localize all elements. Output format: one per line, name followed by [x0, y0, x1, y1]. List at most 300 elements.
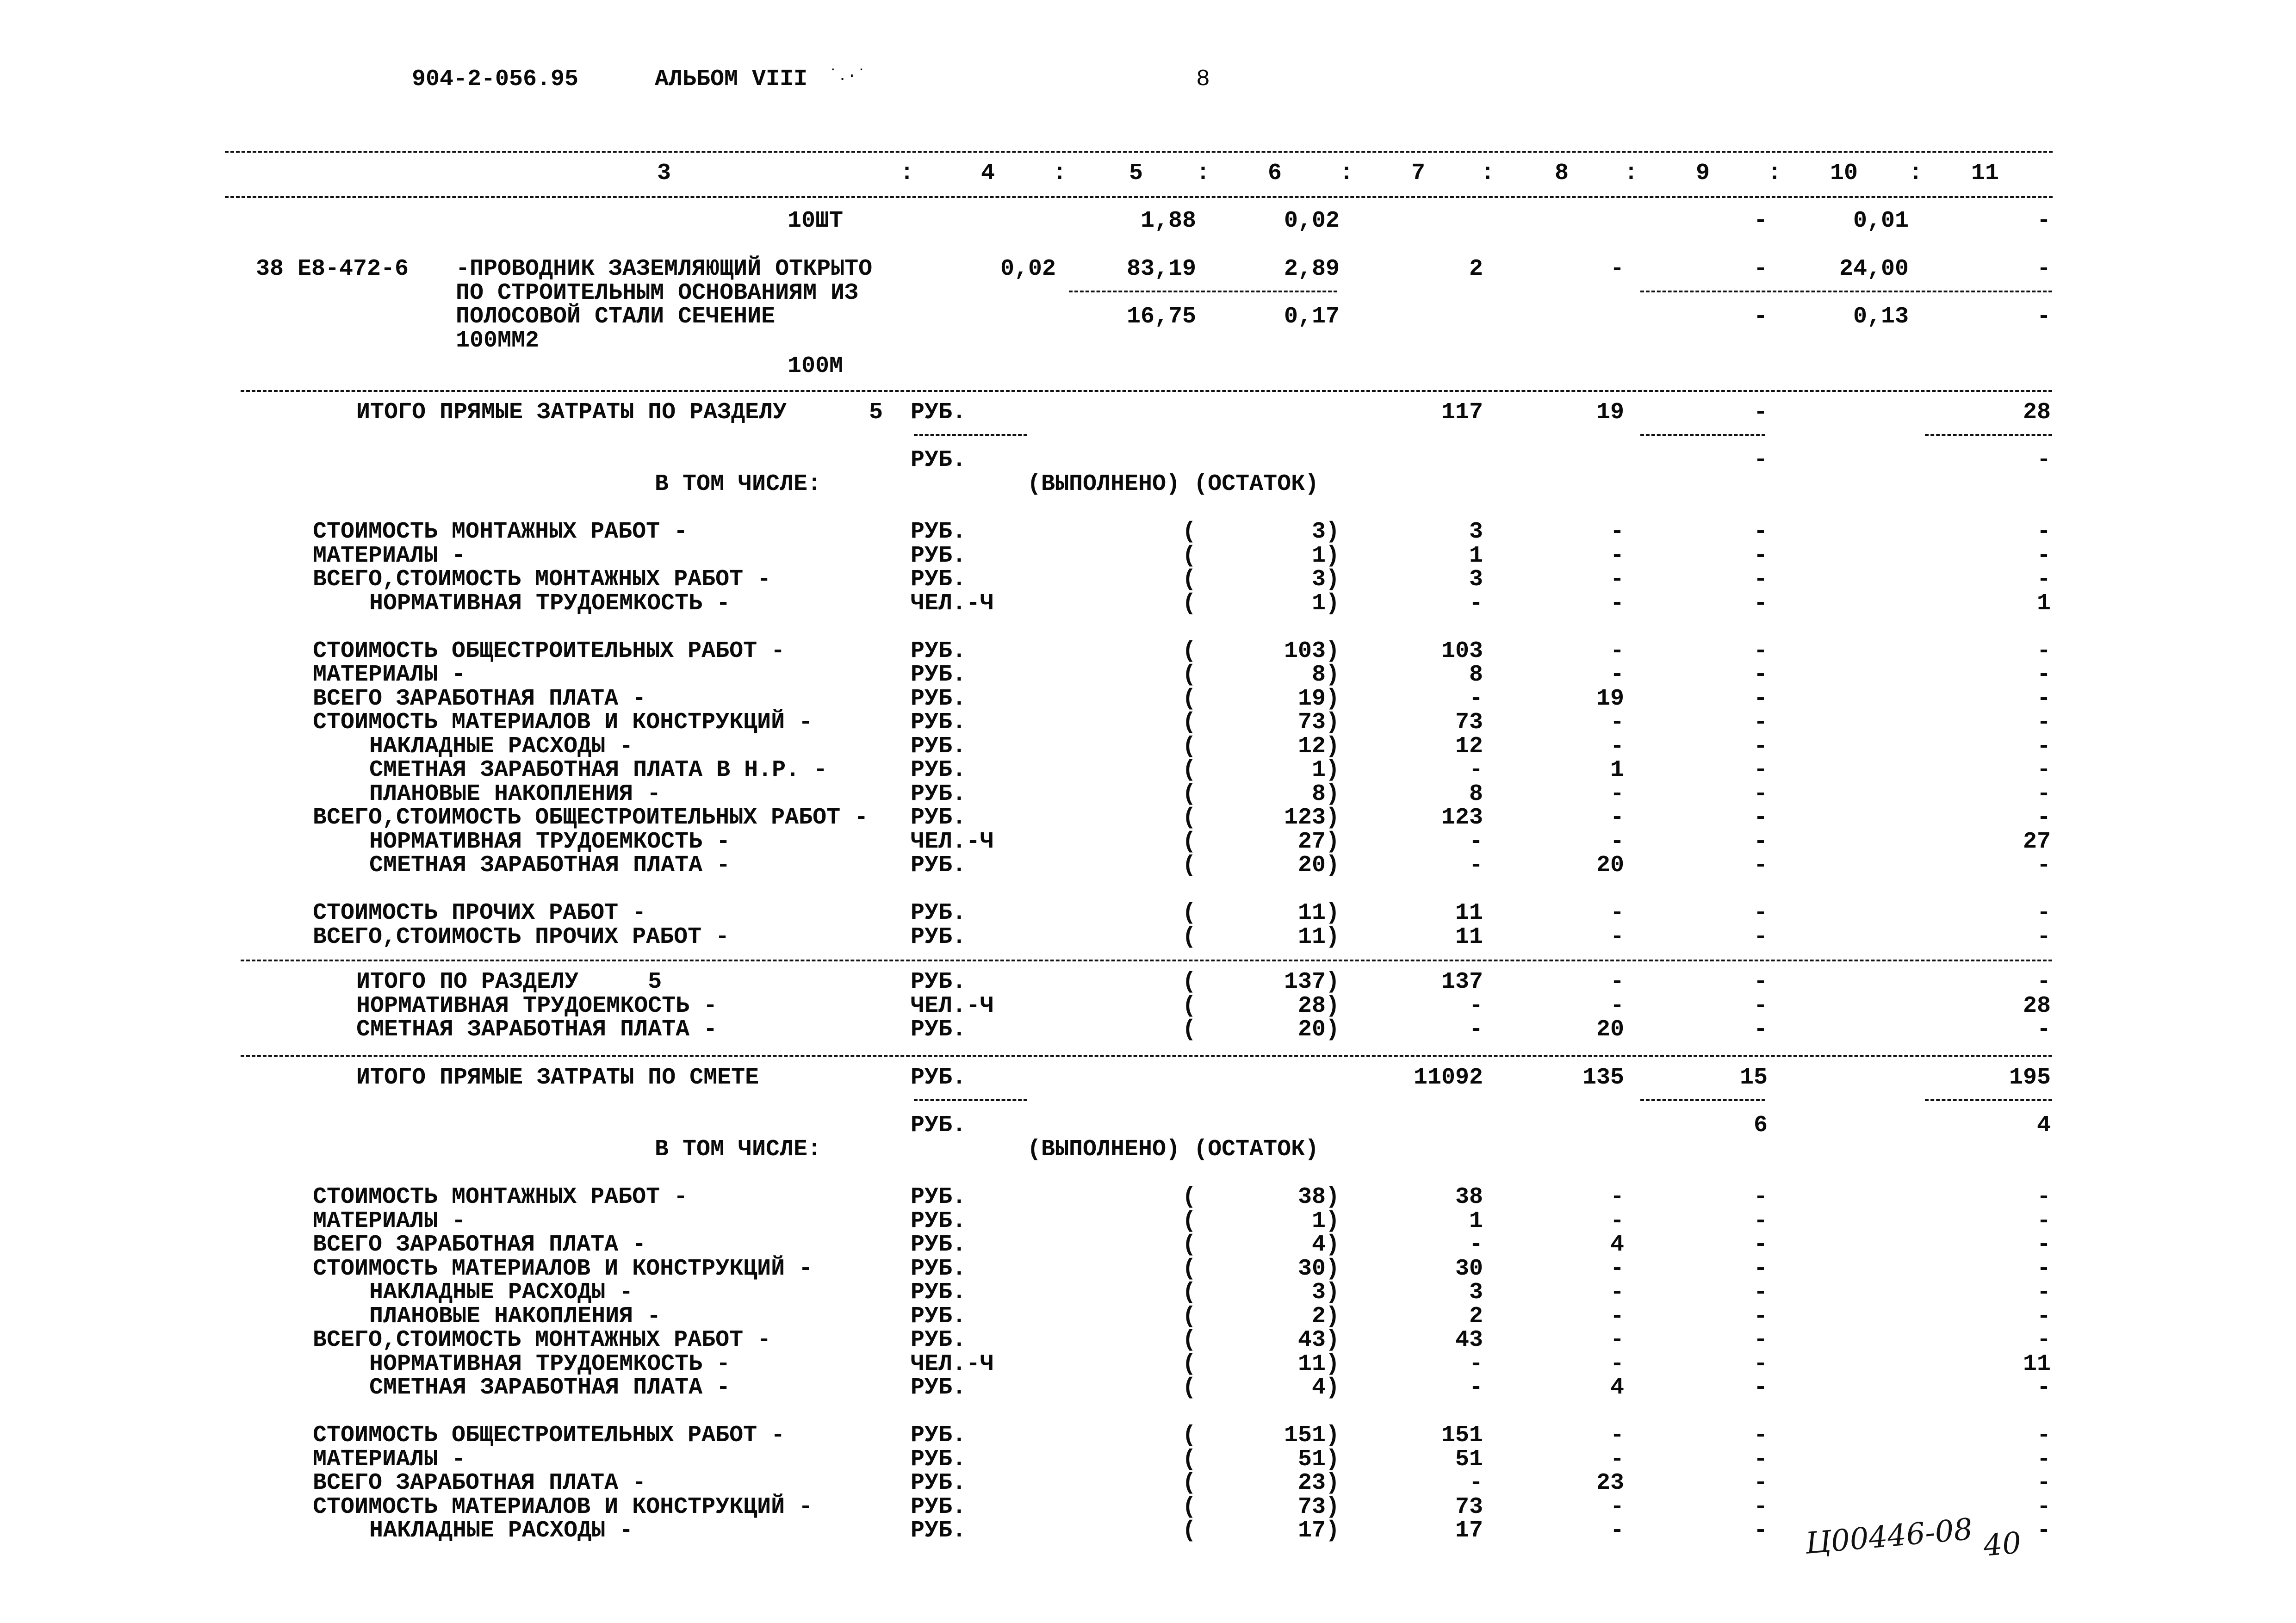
section-row-col11: -: [2036, 733, 2051, 760]
section-row-col9: -: [1753, 662, 1768, 688]
estimate-row-col11: -: [2036, 1303, 2051, 1330]
section-row-label: ВСЕГО ЗАРАБОТНАЯ ПЛАТА -: [313, 685, 646, 712]
estimate-row-col9: -: [1753, 1446, 1768, 1473]
section-row-done-value: 123): [1284, 805, 1340, 831]
estimate-row-paren-open: (: [1182, 1327, 1197, 1353]
estimate-row-paren-open: (: [1182, 1518, 1197, 1544]
estimate-row-col11: -: [2036, 1255, 2051, 1282]
section-row-label: ВСЕГО,СТОИМОСТЬ ОБЩЕСТРОИТЕЛЬНЫХ РАБОТ -: [313, 805, 869, 831]
section-total-row-paren-open: (: [1182, 1016, 1197, 1043]
section-row-col9: -: [1753, 805, 1768, 831]
estimate-row-paren-open: (: [1182, 1303, 1197, 1330]
section-total-col8: 19: [1596, 399, 1624, 426]
item-subrule: [1640, 291, 2052, 292]
section-total-section-number: 5: [869, 399, 883, 426]
section-row-col11: -: [2036, 542, 2051, 569]
item-col9: -: [1753, 256, 1768, 282]
estimate-row-done-value: 38): [1297, 1184, 1340, 1210]
section-row-col9: -: [1753, 781, 1768, 807]
section-total-row-col11: -: [2036, 969, 2051, 995]
estimate-row-done-value: 3): [1311, 1279, 1340, 1306]
estimate-row-col8: -: [1610, 1518, 1624, 1544]
estimate-total-underline: [914, 1099, 1027, 1101]
section-row-paren-open: (: [1182, 923, 1197, 950]
estimate-total-unit-2: РУБ.: [911, 1112, 967, 1139]
item-col7: 2: [1469, 256, 1483, 282]
section-row-col9: -: [1753, 638, 1768, 664]
section-row-col11: -: [2036, 638, 2051, 664]
section-row-unit: РУБ.: [911, 709, 967, 736]
section-row-unit: РУБ.: [911, 685, 967, 712]
item-name-line: 100ММ2: [456, 327, 540, 354]
section-row-col9: -: [1753, 852, 1768, 879]
estimate-row-unit: РУБ.: [911, 1518, 967, 1544]
estimate-row-col7: -: [1469, 1375, 1483, 1401]
estimate-row-done-value: 1): [1311, 1208, 1340, 1234]
section-row-label: ВСЕГО,СТОИМОСТЬ ПРОЧИХ РАБОТ -: [313, 923, 730, 950]
estimate-row-col7: 17: [1455, 1518, 1483, 1544]
section-total-row-paren-open: (: [1182, 992, 1197, 1019]
estimate-row-done-value: 17): [1297, 1518, 1340, 1544]
section-row-col7: -: [1469, 852, 1483, 879]
estimate-row-col8: -: [1610, 1184, 1624, 1210]
estimate-row-label: НОРМАТИВНАЯ ТРУДОЕМКОСТЬ -: [369, 1350, 731, 1377]
section-row-label: НОРМАТИВНАЯ ТРУДОЕМКОСТЬ -: [369, 590, 731, 617]
section-total-row-unit: РУБ.: [911, 969, 967, 995]
estimate-row-done-value: 23): [1297, 1470, 1340, 1496]
section-row-col8: 20: [1596, 852, 1624, 879]
column-separator: :: [1909, 160, 1923, 186]
section-row-label: ВСЕГО,СТОИМОСТЬ МОНТАЖНЫХ РАБОТ -: [313, 566, 771, 593]
estimate-total-col9b: 6: [1753, 1112, 1768, 1139]
section-row-paren-open: (: [1182, 519, 1197, 545]
estimate-total-col9: 15: [1739, 1065, 1768, 1091]
section-row-label: МАТЕРИАЛЫ -: [313, 662, 466, 688]
continuation-col11: -: [2036, 208, 2051, 234]
estimate-row-unit: РУБ.: [911, 1208, 967, 1234]
estimate-row-col11: 11: [2023, 1350, 2051, 1377]
section-divider: [241, 390, 2052, 392]
section-row-paren-open: (: [1182, 542, 1197, 569]
estimate-row-col11: -: [2036, 1327, 2051, 1353]
section-row-unit: РУБ.: [911, 805, 967, 831]
estimate-row-col7: 38: [1455, 1184, 1483, 1210]
section-total-col7: 117: [1441, 399, 1483, 426]
section-row-label: СМЕТНАЯ ЗАРАБОТНАЯ ПЛАТА В Н.Р. -: [369, 757, 828, 783]
section-row-label: СМЕТНАЯ ЗАРАБОТНАЯ ПЛАТА -: [369, 852, 731, 879]
estimate-row-done-value: 30): [1297, 1255, 1340, 1282]
estimate-row-col11: -: [2036, 1208, 2051, 1234]
estimate-row-label: СМЕТНАЯ ЗАРАБОТНАЯ ПЛАТА -: [369, 1375, 731, 1401]
section-total-underline: [1640, 434, 1765, 436]
estimate-row-label: СТОИМОСТЬ МАТЕРИАЛОВ И КОНСТРУКЦИЙ -: [313, 1493, 813, 1520]
section-row-paren-open: (: [1182, 566, 1197, 593]
column-separator: :: [900, 160, 914, 186]
section-row-col9: -: [1753, 923, 1768, 950]
column-separator: :: [1196, 160, 1210, 186]
estimate-row-col11: -: [2036, 1470, 2051, 1496]
section-total-row-col7: -: [1469, 992, 1483, 1019]
header-bottom-rule: [225, 196, 2053, 198]
estimate-row-paren-open: (: [1182, 1279, 1197, 1306]
estimate-row-col8: 4: [1610, 1232, 1624, 1258]
section-row-col8: -: [1610, 828, 1624, 855]
estimate-total-done-rest-label: (ВЫПОЛНЕНО) (ОСТАТОК): [1027, 1136, 1319, 1163]
column-separator: :: [1481, 160, 1495, 186]
section-row-col7: 3: [1469, 519, 1483, 545]
estimate-row-col9: -: [1753, 1255, 1768, 1282]
item-unit: 100М: [788, 353, 844, 379]
section-row-col11: 1: [2036, 590, 2051, 617]
column-number-8: 8: [1554, 160, 1569, 186]
section-row-col7: 123: [1441, 805, 1483, 831]
estimate-row-col11: -: [2036, 1518, 2051, 1544]
estimate-row-unit: РУБ.: [911, 1184, 967, 1210]
continuation-col5: 1,88: [1140, 208, 1196, 234]
section-total-row-col9: -: [1753, 992, 1768, 1019]
estimate-row-label: НАКЛАДНЫЕ РАСХОДЫ -: [369, 1518, 633, 1544]
section-row-col7: -: [1469, 590, 1483, 617]
estimate-row-unit: РУБ.: [911, 1232, 967, 1258]
section-total-col9b: -: [1753, 447, 1768, 473]
column-number-6: 6: [1267, 160, 1282, 186]
estimate-total-col11b: 4: [2036, 1112, 2051, 1139]
section-row-col8: -: [1610, 805, 1624, 831]
estimate-row-col8: -: [1610, 1493, 1624, 1520]
handwritten-code: Ц00446-08: [1804, 1512, 1974, 1561]
section-row-unit: РУБ.: [911, 923, 967, 950]
section-row-col9: -: [1753, 590, 1768, 617]
estimate-row-col8: 4: [1610, 1375, 1624, 1401]
section-row-done-value: 8): [1311, 662, 1340, 688]
section-total-rule: [241, 960, 2052, 961]
estimate-row-col7: 3: [1469, 1279, 1483, 1306]
section-row-done-value: 1): [1311, 590, 1340, 617]
estimate-row-label: МАТЕРИАЛЫ -: [313, 1208, 466, 1234]
estimate-row-unit: РУБ.: [911, 1375, 967, 1401]
section-row-done-value: 3): [1311, 566, 1340, 593]
estimate-row-col9: -: [1753, 1375, 1768, 1401]
album-label: АЛЬБОМ VIII: [655, 66, 808, 93]
item-col8: -: [1610, 256, 1624, 282]
section-total-row-done-value: 20): [1297, 1016, 1340, 1043]
section-row-col11: -: [2036, 805, 2051, 831]
estimate-row-unit: РУБ.: [911, 1255, 967, 1282]
estimate-row-done-value: 11): [1297, 1350, 1340, 1377]
item-name-line: ПО СТРОИТЕЛЬНЫМ ОСНОВАНИЯМ ИЗ: [456, 279, 859, 306]
estimate-row-label: ВСЕГО,СТОИМОСТЬ МОНТАЖНЫХ РАБОТ -: [313, 1327, 771, 1353]
estimate-row-col9: -: [1753, 1493, 1768, 1520]
item-col9-wage: -: [1753, 304, 1768, 330]
item-col6-wage: 0,17: [1284, 304, 1340, 330]
section-total-row-col9: -: [1753, 1016, 1768, 1043]
estimate-row-col7: 2: [1469, 1303, 1483, 1330]
section-total-row-unit: ЧЕЛ.-Ч: [911, 992, 994, 1019]
estimate-row-label: СТОИМОСТЬ МАТЕРИАЛОВ И КОНСТРУКЦИЙ -: [313, 1255, 813, 1282]
section-row-col11: -: [2036, 757, 2051, 783]
section-row-unit: РУБ.: [911, 519, 967, 545]
section-row-col7: 11: [1455, 923, 1483, 950]
estimate-row-col8: -: [1610, 1303, 1624, 1330]
section-total-row-col8: -: [1610, 969, 1624, 995]
section-row-col8: -: [1610, 662, 1624, 688]
section-row-col8: -: [1610, 566, 1624, 593]
estimate-row-col8: -: [1610, 1208, 1624, 1234]
estimate-row-label: ВСЕГО ЗАРАБОТНАЯ ПЛАТА -: [313, 1232, 646, 1258]
item-col10-wage: 0,13: [1853, 304, 1909, 330]
estimate-row-paren-open: (: [1182, 1470, 1197, 1496]
estimate-row-unit: РУБ.: [911, 1470, 967, 1496]
column-number-5: 5: [1129, 160, 1143, 186]
column-separator: :: [1768, 160, 1782, 186]
estimate-row-paren-open: (: [1182, 1255, 1197, 1282]
section-row-label: СТОИМОСТЬ ПРОЧИХ РАБОТ -: [313, 900, 646, 926]
item-col6: 2,89: [1284, 256, 1340, 282]
section-row-unit: РУБ.: [911, 542, 967, 569]
item-quantity: 0,02: [1000, 256, 1056, 282]
estimate-row-paren-open: (: [1182, 1184, 1197, 1210]
section-row-paren-open: (: [1182, 638, 1197, 664]
estimate-row-label: СТОИМОСТЬ ОБЩЕСТРОИТЕЛЬНЫХ РАБОТ -: [313, 1422, 785, 1449]
section-row-done-value: 20): [1297, 852, 1340, 879]
estimate-row-col7: -: [1469, 1470, 1483, 1496]
section-row-label: СТОИМОСТЬ МОНТАЖНЫХ РАБОТ -: [313, 519, 688, 545]
section-total-unit-2: РУБ.: [911, 447, 967, 473]
continuation-col6: 0,02: [1284, 208, 1340, 234]
section-row-col11: -: [2036, 566, 2051, 593]
estimate-row-col11: -: [2036, 1493, 2051, 1520]
section-row-paren-open: (: [1182, 662, 1197, 688]
estimate-row-col7: -: [1469, 1232, 1483, 1258]
estimate-row-label: ПЛАНОВЫЕ НАКОПЛЕНИЯ -: [369, 1303, 661, 1330]
estimate-row-col9: -: [1753, 1350, 1768, 1377]
continuation-col9: -: [1753, 208, 1768, 234]
estimate-row-done-value: 51): [1297, 1446, 1340, 1473]
estimate-row-paren-open: (: [1182, 1375, 1197, 1401]
section-row-paren-open: (: [1182, 828, 1197, 855]
section-row-done-value: 103): [1284, 638, 1340, 664]
estimate-total-col7: 11092: [1413, 1065, 1483, 1091]
section-total-row-done-value: 28): [1297, 992, 1340, 1019]
section-row-col9: -: [1753, 757, 1768, 783]
section-row-paren-open: (: [1182, 757, 1197, 783]
estimate-row-unit: РУБ.: [911, 1446, 967, 1473]
estimate-row-col11: -: [2036, 1446, 2051, 1473]
section-row-col8: -: [1610, 709, 1624, 736]
estimate-row-paren-open: (: [1182, 1422, 1197, 1449]
estimate-total-underline: [1640, 1099, 1765, 1101]
section-row-done-value: 3): [1311, 519, 1340, 545]
section-row-col9: -: [1753, 709, 1768, 736]
section-total-row-col8: -: [1610, 992, 1624, 1019]
section-row-paren-open: (: [1182, 805, 1197, 831]
section-row-col7: -: [1469, 828, 1483, 855]
section-row-col9: -: [1753, 900, 1768, 926]
column-number-10: 10: [1830, 160, 1858, 186]
continuation-col10: 0,01: [1853, 208, 1909, 234]
section-row-done-value: 8): [1311, 781, 1340, 807]
section-row-col8: -: [1610, 590, 1624, 617]
section-row-done-value: 73): [1297, 709, 1340, 736]
section-total-row-label: СМЕТНАЯ ЗАРАБОТНАЯ ПЛАТА -: [356, 1016, 718, 1043]
section-row-done-value: 19): [1297, 685, 1340, 712]
column-number-9: 9: [1695, 160, 1710, 186]
estimate-row-unit: РУБ.: [911, 1493, 967, 1520]
item-col10: 24,00: [1839, 256, 1909, 282]
section-row-unit: РУБ.: [911, 733, 967, 760]
section-row-paren-open: (: [1182, 852, 1197, 879]
estimate-row-paren-open: (: [1182, 1350, 1197, 1377]
estimate-row-label: ВСЕГО ЗАРАБОТНАЯ ПЛАТА -: [313, 1470, 646, 1496]
section-row-col8: -: [1610, 781, 1624, 807]
section-row-col8: -: [1610, 923, 1624, 950]
estimate-row-col9: -: [1753, 1470, 1768, 1496]
section-row-unit: ЧЕЛ.-Ч: [911, 828, 994, 855]
estimate-total-including-label: В ТОМ ЧИСЛЕ:: [655, 1136, 822, 1163]
estimate-total-unit: РУБ.: [911, 1065, 967, 1091]
section-row-col9: -: [1753, 828, 1768, 855]
section-row-col8: -: [1610, 638, 1624, 664]
section-total-title: ИТОГО ПРЯМЫЕ ЗАТРАТЫ ПО РАЗДЕЛУ: [356, 399, 787, 426]
section-total-row-label: НОРМАТИВНАЯ ТРУДОЕМКОСТЬ -: [356, 992, 718, 1019]
section-row-col9: -: [1753, 542, 1768, 569]
section-row-label: НАКЛАДНЫЕ РАСХОДЫ -: [369, 733, 633, 760]
estimate-row-done-value: 151): [1284, 1422, 1340, 1449]
section-total-done-rest-label: (ВЫПОЛНЕНО) (ОСТАТОК): [1027, 471, 1319, 497]
section-row-col7: 1: [1469, 542, 1483, 569]
estimate-row-col8: -: [1610, 1255, 1624, 1282]
section-row-col7: -: [1469, 757, 1483, 783]
estimate-row-col7: 43: [1455, 1327, 1483, 1353]
column-number-4: 4: [980, 160, 995, 186]
estimate-row-col11: -: [2036, 1184, 2051, 1210]
section-row-unit: РУБ.: [911, 566, 967, 593]
section-row-paren-open: (: [1182, 781, 1197, 807]
estimate-row-col9: -: [1753, 1208, 1768, 1234]
section-row-col11: -: [2036, 923, 2051, 950]
section-row-unit: РУБ.: [911, 638, 967, 664]
column-number-7: 7: [1411, 160, 1425, 186]
section-row-done-value: 12): [1297, 733, 1340, 760]
estimate-row-done-value: 2): [1311, 1303, 1340, 1330]
estimate-row-unit: РУБ.: [911, 1279, 967, 1306]
section-row-col11: -: [2036, 662, 2051, 688]
estimate-row-label: СТОИМОСТЬ МОНТАЖНЫХ РАБОТ -: [313, 1184, 688, 1210]
section-row-unit: РУБ.: [911, 781, 967, 807]
section-total-row-paren-open: (: [1182, 969, 1197, 995]
item-col11-wage: -: [2036, 304, 2051, 330]
estimate-row-label: НАКЛАДНЫЕ РАСХОДЫ -: [369, 1279, 633, 1306]
section-row-done-value: 11): [1297, 900, 1340, 926]
section-row-col8: -: [1610, 733, 1624, 760]
section-total-row-col11: 28: [2023, 992, 2051, 1019]
estimate-row-col7: 51: [1455, 1446, 1483, 1473]
estimate-row-col8: -: [1610, 1446, 1624, 1473]
estimate-row-unit: РУБ.: [911, 1422, 967, 1449]
section-row-col7: 11: [1455, 900, 1483, 926]
estimate-row-col11: -: [2036, 1422, 2051, 1449]
item-col5: 83,19: [1126, 256, 1196, 282]
section-row-paren-open: (: [1182, 900, 1197, 926]
column-number-11: 11: [1971, 160, 1999, 186]
section-row-col8: 19: [1596, 685, 1624, 712]
estimate-row-paren-open: (: [1182, 1232, 1197, 1258]
section-row-unit: РУБ.: [911, 852, 967, 879]
section-total-col9: -: [1753, 399, 1768, 426]
section-row-unit: РУБ.: [911, 900, 967, 926]
estimate-total-underline: [1925, 1099, 2052, 1101]
section-row-col8: -: [1610, 519, 1624, 545]
estimate-row-unit: ЧЕЛ.-Ч: [911, 1350, 994, 1377]
section-row-paren-open: (: [1182, 590, 1197, 617]
estimate-row-col7: -: [1469, 1350, 1483, 1377]
section-row-label: СТОИМОСТЬ ОБЩЕСТРОИТЕЛЬНЫХ РАБОТ -: [313, 638, 785, 664]
section-row-label: ПЛАНОВЫЕ НАКОПЛЕНИЯ -: [369, 781, 661, 807]
estimate-row-col9: -: [1753, 1518, 1768, 1544]
column-number-3: 3: [657, 160, 671, 186]
estimate-row-col8: -: [1610, 1327, 1624, 1353]
section-row-col11: -: [2036, 852, 2051, 879]
section-row-label: МАТЕРИАЛЫ -: [313, 542, 466, 569]
estimate-row-col8: -: [1610, 1422, 1624, 1449]
section-row-col7: 3: [1469, 566, 1483, 593]
section-row-paren-open: (: [1182, 733, 1197, 760]
estimate-row-col8: -: [1610, 1350, 1624, 1377]
section-row-col11: -: [2036, 519, 2051, 545]
section-row-col7: 73: [1455, 709, 1483, 736]
section-row-col9: -: [1753, 733, 1768, 760]
section-total-row-label: ИТОГО ПО РАЗДЕЛУ 5: [356, 969, 662, 995]
header-top-rule: [225, 151, 2053, 153]
estimate-row-done-value: 43): [1297, 1327, 1340, 1353]
estimate-row-paren-open: (: [1182, 1446, 1197, 1473]
section-row-unit: ЧЕЛ.-Ч: [911, 590, 994, 617]
estimate-row-col9: -: [1753, 1327, 1768, 1353]
column-separator: :: [1053, 160, 1067, 186]
section-total-including-label: В ТОМ ЧИСЛЕ:: [655, 471, 822, 497]
section-row-col8: -: [1610, 542, 1624, 569]
estimate-row-col9: -: [1753, 1279, 1768, 1306]
estimate-row-unit: РУБ.: [911, 1303, 967, 1330]
estimate-row-col7: 1: [1469, 1208, 1483, 1234]
item-col5-wage: 16,75: [1126, 304, 1196, 330]
section-row-col11: -: [2036, 781, 2051, 807]
item-col11: -: [2036, 256, 2051, 282]
section-total-row-col7: 137: [1441, 969, 1483, 995]
estimate-row-col9: -: [1753, 1184, 1768, 1210]
section-row-col7: -: [1469, 685, 1483, 712]
section-row-col9: -: [1753, 685, 1768, 712]
item-name-line: -ПРОВОДНИК ЗАЗЕМЛЯЮЩИЙ ОТКРЫТО: [456, 256, 873, 282]
section-total-row-unit: РУБ.: [911, 1016, 967, 1043]
estimate-row-col8: -: [1610, 1279, 1624, 1306]
album-mark: ˙.·˙: [828, 68, 866, 85]
section-row-label: СТОИМОСТЬ МАТЕРИАЛОВ И КОНСТРУКЦИЙ -: [313, 709, 813, 736]
section-row-col11: -: [2036, 685, 2051, 712]
estimate-row-done-value: 73): [1297, 1493, 1340, 1520]
section-total-col11: 28: [2023, 399, 2051, 426]
column-separator: :: [1624, 160, 1638, 186]
section-row-paren-open: (: [1182, 709, 1197, 736]
estimate-row-unit: РУБ.: [911, 1327, 967, 1353]
handwritten-page-number: 40: [1982, 1526, 2023, 1563]
item-number: 38: [256, 256, 284, 282]
section-row-col11: 27: [2023, 828, 2051, 855]
section-row-col9: -: [1753, 566, 1768, 593]
section-row-label: НОРМАТИВНАЯ ТРУДОЕМКОСТЬ -: [369, 828, 731, 855]
estimate-row-col9: -: [1753, 1303, 1768, 1330]
section-row-col7: 12: [1455, 733, 1483, 760]
